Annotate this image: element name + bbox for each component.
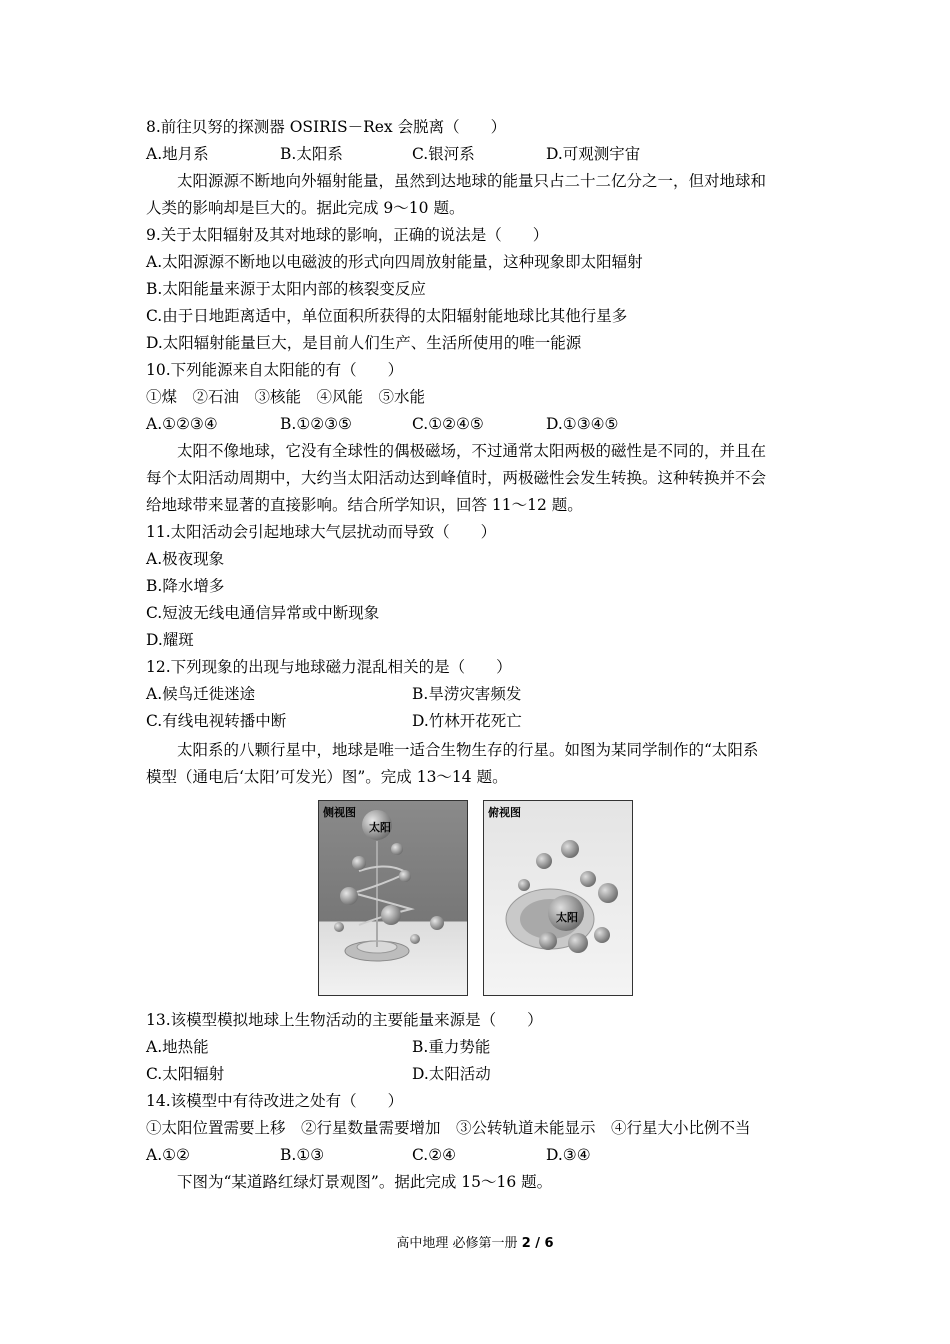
q10-stem: 10.下列能源来自太阳能的有（ ） [146,361,404,379]
page-number: 2 / 6 [521,1236,554,1251]
solar-system-model-figure [318,800,634,996]
q8-option-a: A.地月系 [146,145,209,163]
q8-stem: 8.前往贝努的探测器 OSIRIS－Rex 会脱离（ ） [146,118,507,136]
q13-stem: 13.该模型模拟地球上生物活动的主要能量来源是（ ） [146,1011,543,1029]
passage4-line1: 下图为“某道路红绿灯景观图”。据此完成 15～16 题。 [177,1173,553,1191]
passage3-line2: 模型（通电后‘太阳’可发光）图”。完成 13～14 题。 [146,768,508,786]
q9-stem: 9.关于太阳辐射及其对地球的影响，正确的说法是（ ） [146,226,549,244]
q11-option-a: A.极夜现象 [146,550,225,568]
q12-option-a: A.候鸟迁徙迷途 [146,685,256,703]
q12-stem: 12.下列现象的出现与地球磁力混乱相关的是（ ） [146,658,512,676]
q13-option-c: C.太阳辐射 [146,1065,225,1083]
passage2-line3: 给地球带来显著的直接影响。结合所学知识，回答 11～12 题。 [146,496,583,514]
q14-option-b: B.①③ [280,1146,325,1164]
side-view-panel [318,800,468,996]
q11-stem: 11.太阳活动会引起地球大气层扰动而导致（ ） [146,523,497,541]
q11-option-c: C.短波无线电通信异常或中断现象 [146,604,380,622]
q14-option-d: D.③④ [546,1146,591,1164]
q14-items: ①太阳位置需要上移 ②行星数量需要增加 ③公转轨道未能显示 ④行星大小比例不当 [146,1119,751,1137]
q8-option-d: D.可观测宇宙 [546,145,641,163]
q8-option-b: B.太阳系 [280,145,343,163]
q10-option-d: D.①③④⑤ [546,415,619,433]
top-view-label: 俯视图 [488,806,521,819]
q9-option-c: C.由于日地距离适中，单位面积所获得的太阳辐射能地球比其他行星多 [146,307,628,325]
q8-option-c: C.银河系 [412,145,475,163]
q12-option-c: C.有线电视转播中断 [146,712,287,730]
q11-option-d: D.耀斑 [146,631,194,649]
top-view-panel [483,800,633,996]
q13-option-d: D.太阳活动 [412,1065,491,1083]
q9-option-d: D.太阳辐射能量巨大，是目前人们生产、生活所使用的唯一能源 [146,334,582,352]
q10-option-c: C.①②④⑤ [412,415,484,433]
side-view-label: 侧视图 [323,806,356,819]
passage2-line2: 每个太阳活动周期中，大约当太阳活动达到峰值时，两极磁性会发生转换。这种转换并不会 [146,469,767,487]
top-view-photo [484,801,632,995]
passage2-line1: 太阳不像地球，它没有全球性的偶极磁场，不过通常太阳两极的磁性是不同的，并且在 [177,442,767,460]
q13-option-a: A.地热能 [146,1038,209,1056]
q12-option-b: B.旱涝灾害频发 [412,685,522,703]
q9-option-a: A.太阳源源不断地以电磁波的形式向四周放射能量，这种现象即太阳辐射 [146,253,643,271]
q14-option-c: C.②④ [412,1146,457,1164]
footer-text: 高中地理 必修第一册 [396,1236,518,1251]
passage1-line2: 人类的影响却是巨大的。据此完成 9～10 题。 [146,199,465,217]
q12-option-d: D.竹林开花死亡 [412,712,522,730]
side-view-photo [319,801,467,995]
page-footer [0,1232,950,1251]
top-view-sun-label: 太阳 [556,911,578,924]
q13-option-b: B.重力势能 [412,1038,491,1056]
q10-option-b: B.①②③⑤ [280,415,352,433]
passage3-line1: 太阳系的八颗行星中，地球是唯一适合生物生存的行星。如图为某同学制作的“太阳系 [177,741,759,759]
q14-option-a: A.①② [146,1146,190,1164]
side-view-sun-label: 太阳 [369,821,391,834]
q9-option-b: B.太阳能量来源于太阳内部的核裂变反应 [146,280,426,298]
q11-option-b: B.降水增多 [146,577,225,595]
q10-option-a: A.①②③④ [146,415,218,433]
passage1-line1: 太阳源源不断地向外辐射能量，虽然到达地球的能量只占二十二亿分之一，但对地球和 [177,172,767,190]
q14-stem: 14.该模型中有待改进之处有（ ） [146,1092,404,1110]
q10-items: ①煤 ②石油 ③核能 ④风能 ⑤水能 [146,388,426,406]
